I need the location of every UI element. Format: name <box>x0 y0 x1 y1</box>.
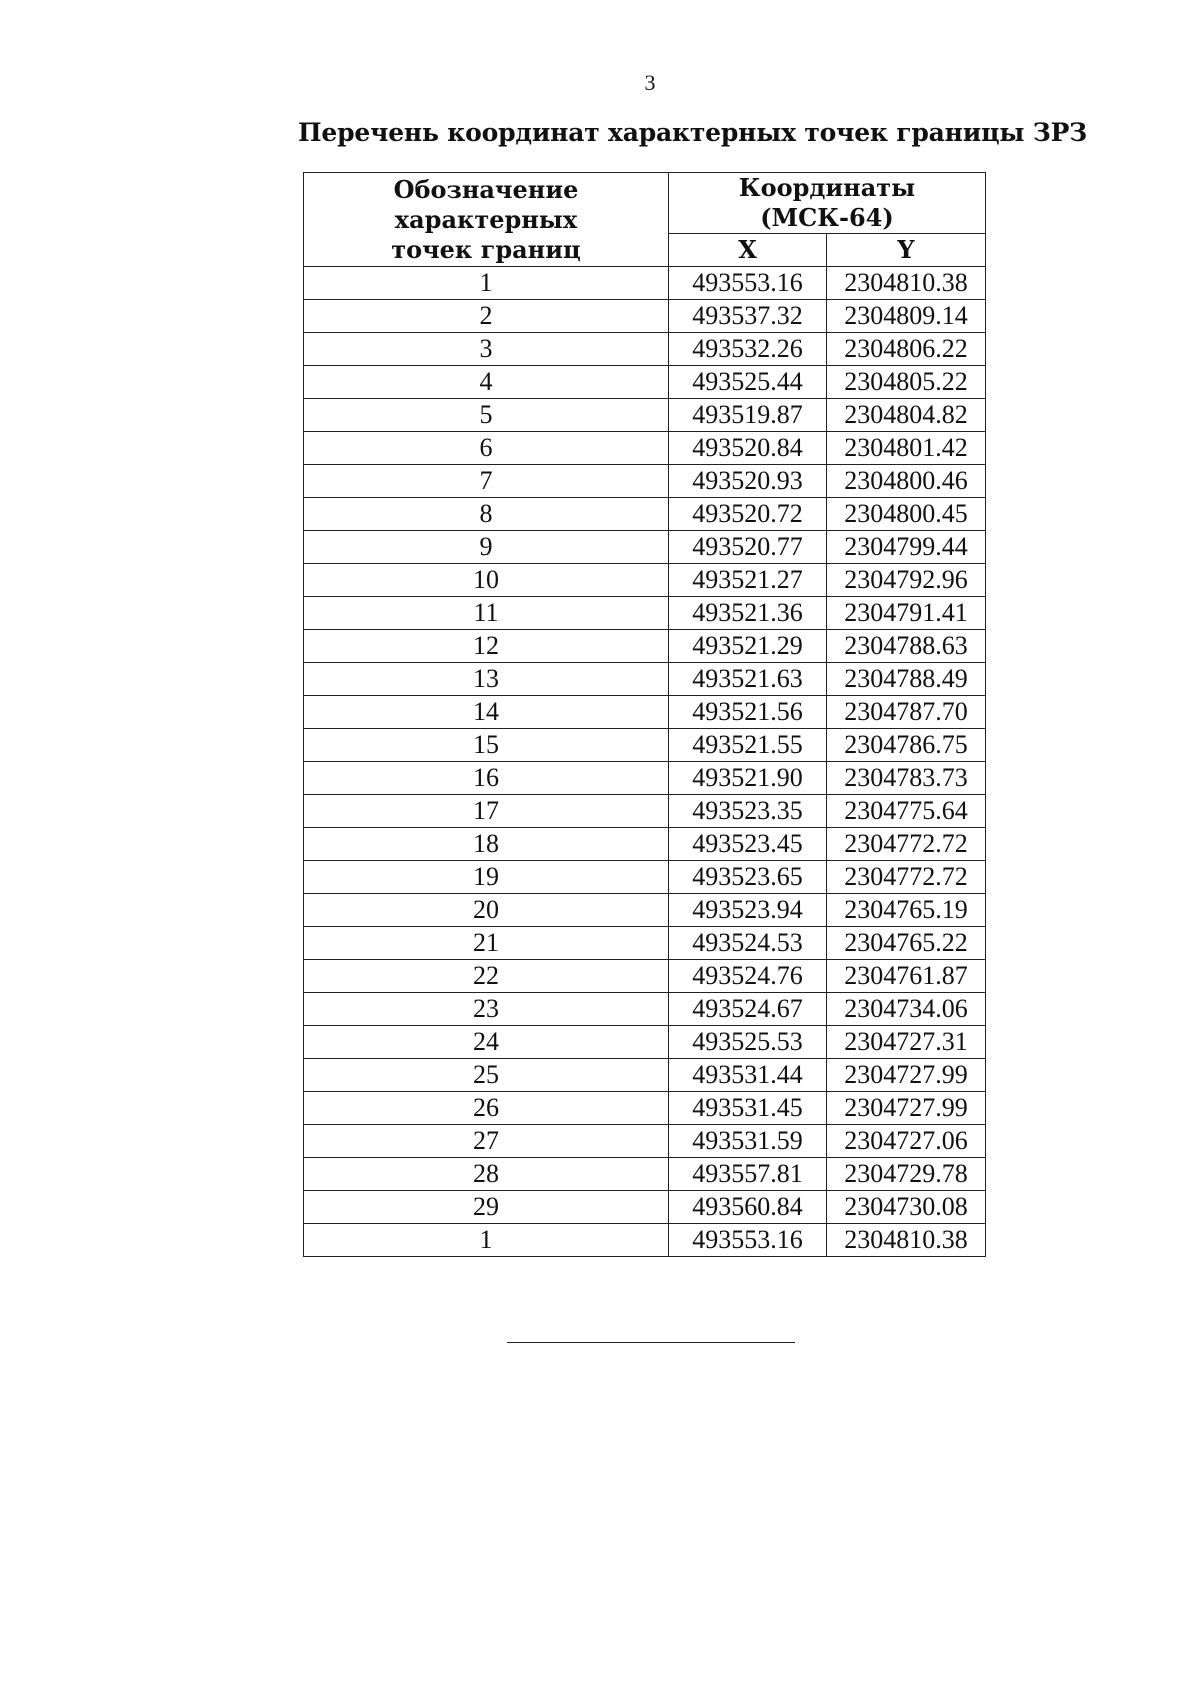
cell-y: 2304809.14 <box>827 300 986 333</box>
cell-point: 5 <box>304 399 669 432</box>
table-row <box>304 333 986 366</box>
cell-x: 493553.16 <box>669 1224 827 1257</box>
cell-x: 493523.45 <box>669 828 827 861</box>
cell-x: 493521.63 <box>669 663 827 696</box>
table-row <box>304 993 986 1026</box>
cell-x: 493531.44 <box>669 1059 827 1092</box>
cell-y: 2304806.22 <box>827 333 986 366</box>
cell-y: 2304761.87 <box>827 960 986 993</box>
cell-x: 493523.35 <box>669 795 827 828</box>
table-row <box>304 663 986 696</box>
cell-y: 2304804.82 <box>827 399 986 432</box>
table-row <box>304 861 986 894</box>
cell-x: 493520.72 <box>669 498 827 531</box>
cell-point: 25 <box>304 1059 669 1092</box>
cell-y: 2304799.44 <box>827 531 986 564</box>
cell-y: 2304786.75 <box>827 729 986 762</box>
cell-y: 2304800.46 <box>827 465 986 498</box>
cell-point: 22 <box>304 960 669 993</box>
cell-x: 493531.59 <box>669 1125 827 1158</box>
cell-point: 7 <box>304 465 669 498</box>
cell-y: 2304792.96 <box>827 564 986 597</box>
cell-y: 2304727.31 <box>827 1026 986 1059</box>
table-row <box>304 1026 986 1059</box>
cell-point: 2 <box>304 300 669 333</box>
cell-point: 21 <box>304 927 669 960</box>
table-row <box>304 1125 986 1158</box>
cell-x: 493523.65 <box>669 861 827 894</box>
cell-y: 2304772.72 <box>827 861 986 894</box>
table-row <box>304 564 986 597</box>
cell-x: 493520.84 <box>669 432 827 465</box>
cell-point: 13 <box>304 663 669 696</box>
cell-x: 493525.44 <box>669 366 827 399</box>
cell-point: 19 <box>304 861 669 894</box>
cell-point: 27 <box>304 1125 669 1158</box>
cell-x: 493532.26 <box>669 333 827 366</box>
table-row <box>304 531 986 564</box>
table-row <box>304 894 986 927</box>
table-row <box>304 399 986 432</box>
cell-y: 2304765.22 <box>827 927 986 960</box>
cell-x: 493521.56 <box>669 696 827 729</box>
cell-y: 2304800.45 <box>827 498 986 531</box>
cell-y: 2304775.64 <box>827 795 986 828</box>
cell-x: 493520.93 <box>669 465 827 498</box>
header-x: X <box>669 234 827 267</box>
document-title: Перечень координат характерных точек границы ЗРЗ <box>298 118 1087 147</box>
bottom-rule <box>507 1342 795 1343</box>
header-y: Y <box>827 234 986 267</box>
cell-point: 9 <box>304 531 669 564</box>
cell-x: 493523.94 <box>669 894 827 927</box>
cell-y: 2304810.38 <box>827 267 986 300</box>
table-row <box>304 1092 986 1125</box>
cell-point: 8 <box>304 498 669 531</box>
cell-y: 2304810.38 <box>827 1224 986 1257</box>
table-row <box>304 366 986 399</box>
header-point-label-line1: Обозначение характерных <box>393 174 579 234</box>
cell-y: 2304772.72 <box>827 828 986 861</box>
cell-point: 10 <box>304 564 669 597</box>
table-row <box>304 630 986 663</box>
cell-x: 493560.84 <box>669 1191 827 1224</box>
cell-x: 493537.32 <box>669 300 827 333</box>
table-row <box>304 1158 986 1191</box>
table-row <box>304 795 986 828</box>
table-row <box>304 927 986 960</box>
cell-x: 493524.53 <box>669 927 827 960</box>
cell-x: 493521.29 <box>669 630 827 663</box>
cell-point: 4 <box>304 366 669 399</box>
cell-point: 23 <box>304 993 669 1026</box>
table-row <box>304 696 986 729</box>
cell-point: 26 <box>304 1092 669 1125</box>
cell-y: 2304788.49 <box>827 663 986 696</box>
cell-x: 493519.87 <box>669 399 827 432</box>
cell-point: 24 <box>304 1026 669 1059</box>
cell-y: 2304730.08 <box>827 1191 986 1224</box>
cell-y: 2304805.22 <box>827 366 986 399</box>
cell-x: 493521.36 <box>669 597 827 630</box>
table-row <box>304 828 986 861</box>
cell-y: 2304727.99 <box>827 1059 986 1092</box>
cell-point: 6 <box>304 432 669 465</box>
cell-y: 2304729.78 <box>827 1158 986 1191</box>
table-row <box>304 762 986 795</box>
cell-point: 1 <box>304 267 669 300</box>
cell-point: 15 <box>304 729 669 762</box>
cell-x: 493531.45 <box>669 1092 827 1125</box>
cell-y: 2304783.73 <box>827 762 986 795</box>
cell-x: 493553.16 <box>669 267 827 300</box>
cell-point: 12 <box>304 630 669 663</box>
table-row <box>304 1059 986 1092</box>
table-row <box>304 1191 986 1224</box>
table-row <box>304 960 986 993</box>
cell-y: 2304734.06 <box>827 993 986 1026</box>
cell-point: 17 <box>304 795 669 828</box>
table-row <box>304 729 986 762</box>
cell-x: 493525.53 <box>669 1026 827 1059</box>
cell-y: 2304787.70 <box>827 696 986 729</box>
header-point-label <box>304 173 669 267</box>
table-row <box>304 498 986 531</box>
cell-y: 2304801.42 <box>827 432 986 465</box>
cell-y: 2304727.99 <box>827 1092 986 1125</box>
cell-x: 493521.55 <box>669 729 827 762</box>
cell-point: 1 <box>304 1224 669 1257</box>
cell-point: 16 <box>304 762 669 795</box>
cell-x: 493524.67 <box>669 993 827 1026</box>
cell-point: 14 <box>304 696 669 729</box>
table-row <box>304 597 986 630</box>
table-body <box>304 267 986 1257</box>
cell-y: 2304765.19 <box>827 894 986 927</box>
table-header <box>304 173 986 267</box>
table-row <box>304 465 986 498</box>
coordinates-table <box>303 172 986 1257</box>
cell-point: 3 <box>304 333 669 366</box>
cell-point: 28 <box>304 1158 669 1191</box>
cell-y: 2304788.63 <box>827 630 986 663</box>
table-row <box>304 300 986 333</box>
table-row <box>304 1224 986 1257</box>
cell-point: 20 <box>304 894 669 927</box>
header-point-label-line2: точек границ <box>391 234 581 264</box>
cell-x: 493521.27 <box>669 564 827 597</box>
cell-point: 11 <box>304 597 669 630</box>
table-row <box>304 267 986 300</box>
cell-y: 2304727.06 <box>827 1125 986 1158</box>
cell-x: 493521.90 <box>669 762 827 795</box>
cell-y: 2304791.41 <box>827 597 986 630</box>
header-row <box>304 173 986 234</box>
page-number: 3 <box>644 70 656 95</box>
cell-x: 493557.81 <box>669 1158 827 1191</box>
cell-point: 29 <box>304 1191 669 1224</box>
cell-x: 493524.76 <box>669 960 827 993</box>
table-row <box>304 432 986 465</box>
header-coordinates: Координаты (МСК-64) <box>669 173 986 234</box>
cell-point: 18 <box>304 828 669 861</box>
cell-x: 493520.77 <box>669 531 827 564</box>
